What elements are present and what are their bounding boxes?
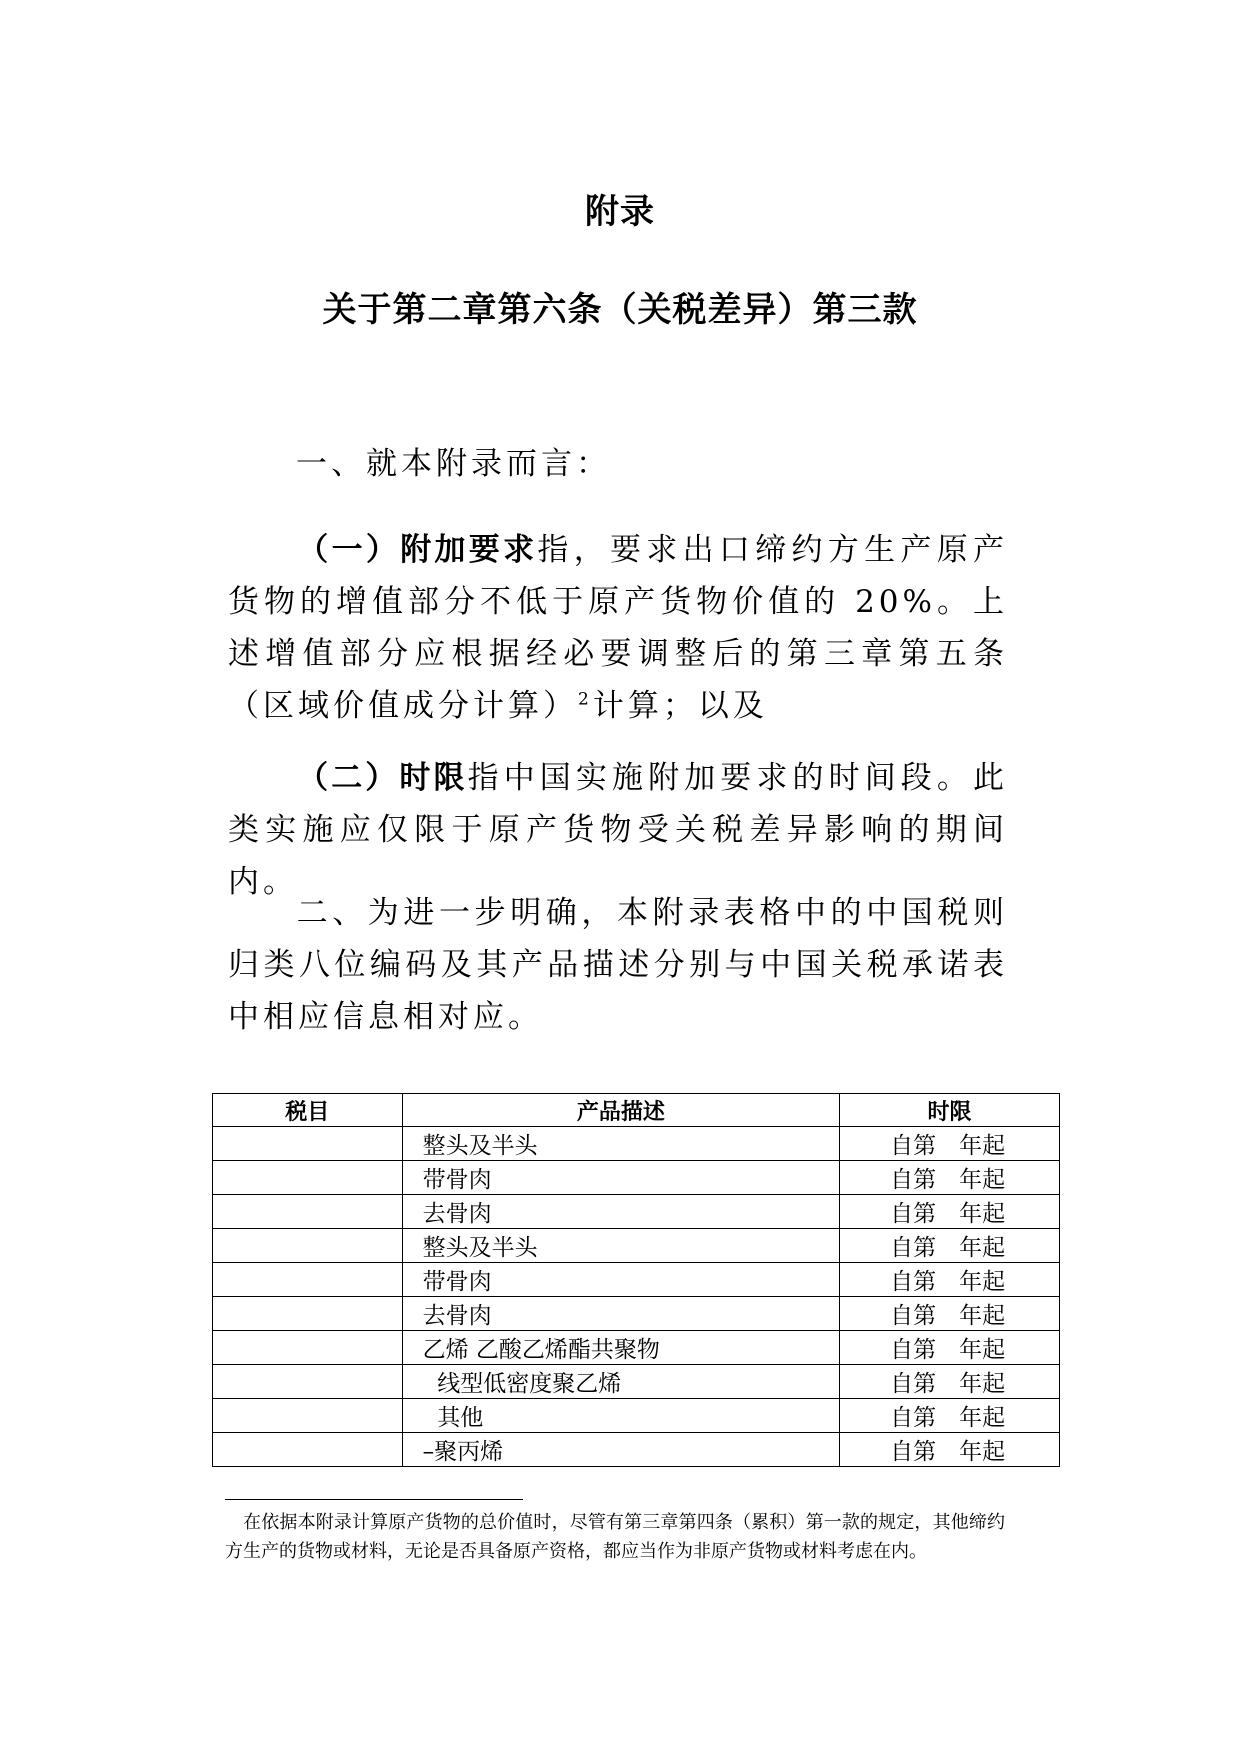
item-2-label: （二）时限 <box>296 760 468 796</box>
footnote-divider <box>225 1499 523 1500</box>
cell-tariff-item <box>213 1365 403 1399</box>
cell-product-description: 整头及半头 <box>402 1127 840 1161</box>
cell-product-description: 其他 <box>402 1399 840 1433</box>
cell-time-period: 自第 年起 <box>840 1195 1060 1229</box>
table-row <box>213 1263 1060 1297</box>
header-product-description: 产品描述 <box>402 1094 840 1127</box>
header-time-period: 时限 <box>840 1094 1060 1127</box>
cell-time-period: 自第 年起 <box>840 1297 1060 1331</box>
cell-time-period: 自第 年起 <box>840 1229 1060 1263</box>
section-two-text: 二、为进一步明确，本附录表格中的中国税则归类八位编码及其产品描述分别与中国关税承诺表中相应信息相对应。 <box>228 895 1008 1035</box>
table-row <box>213 1331 1060 1365</box>
item-additional-requirement <box>228 524 1008 732</box>
item-time-period <box>228 752 1008 908</box>
cell-product-description: 整头及半头 <box>402 1229 840 1263</box>
table-row <box>213 1433 1060 1467</box>
footnote-marker: 2 <box>578 689 593 710</box>
table-row <box>213 1365 1060 1399</box>
cell-tariff-item <box>213 1195 403 1229</box>
table-body <box>213 1127 1060 1467</box>
table-row <box>213 1161 1060 1195</box>
cell-product-description: 带骨肉 <box>402 1161 840 1195</box>
cell-time-period: 自第 年起 <box>840 1331 1060 1365</box>
table-row <box>213 1127 1060 1161</box>
cell-tariff-item <box>213 1433 403 1467</box>
section-two <box>228 887 1008 1043</box>
cell-time-period: 自第 年起 <box>840 1399 1060 1433</box>
cell-product-description: 去骨肉 <box>402 1297 840 1331</box>
item-1-text: 指，要求出口缔约方生产原产货物的增值部分不低于原产货物价值的 20%。上述增值部分应根据经必要调整后的第三章第五条（区域价值成分计算） <box>228 532 1009 724</box>
cell-product-description: 带骨肉 <box>402 1263 840 1297</box>
cell-tariff-item <box>213 1127 403 1161</box>
cell-time-period: 自第 年起 <box>840 1365 1060 1399</box>
section-one-text: 一、就本附录而言： <box>296 446 611 482</box>
cell-tariff-item <box>213 1229 403 1263</box>
cell-product-description: 去骨肉 <box>402 1195 840 1229</box>
footnote <box>225 1508 1005 1566</box>
cell-product-description: 线型低密度聚乙烯 <box>402 1365 840 1399</box>
table-row <box>213 1399 1060 1433</box>
header-tariff-item: 税目 <box>213 1094 403 1127</box>
item-2-text: 指中国实施附加要求的时间段。此类实施应仅限于原产货物受关税差异影响的期间内。 <box>228 760 1009 900</box>
table-header-row <box>213 1094 1060 1127</box>
cell-time-period: 自第 年起 <box>840 1161 1060 1195</box>
section-one <box>228 438 1008 490</box>
table-row <box>213 1297 1060 1331</box>
document-title: 附录 <box>585 192 655 232</box>
cell-tariff-item <box>213 1399 403 1433</box>
cell-tariff-item <box>213 1331 403 1365</box>
cell-tariff-item <box>213 1263 403 1297</box>
cell-tariff-item <box>213 1297 403 1331</box>
cell-product-description: 乙烯 乙酸乙烯酯共聚物 <box>402 1331 840 1365</box>
cell-tariff-item <box>213 1161 403 1195</box>
item-1-label: （一）附加要求 <box>296 532 538 568</box>
tariff-table <box>212 1093 1060 1467</box>
table-row <box>213 1195 1060 1229</box>
item-1-text-end: 计算；以及 <box>592 688 768 724</box>
cell-product-description: –聚丙烯 <box>402 1433 840 1467</box>
cell-time-period: 自第 年起 <box>840 1263 1060 1297</box>
table-row <box>213 1229 1060 1263</box>
footnote-text: 在依据本附录计算原产货物的总价值时，尽管有第三章第四条（累积）第一款的规定，其他缔约方生产的货物或材料，无论是否具备原产资格，都应当作为非原产货物或材料考虑在内。 <box>225 1512 1005 1562</box>
document-subtitle: 关于第二章第六条（关税差异）第三款 <box>322 290 918 330</box>
cell-time-period: 自第 年起 <box>840 1127 1060 1161</box>
cell-time-period: 自第 年起 <box>840 1433 1060 1467</box>
